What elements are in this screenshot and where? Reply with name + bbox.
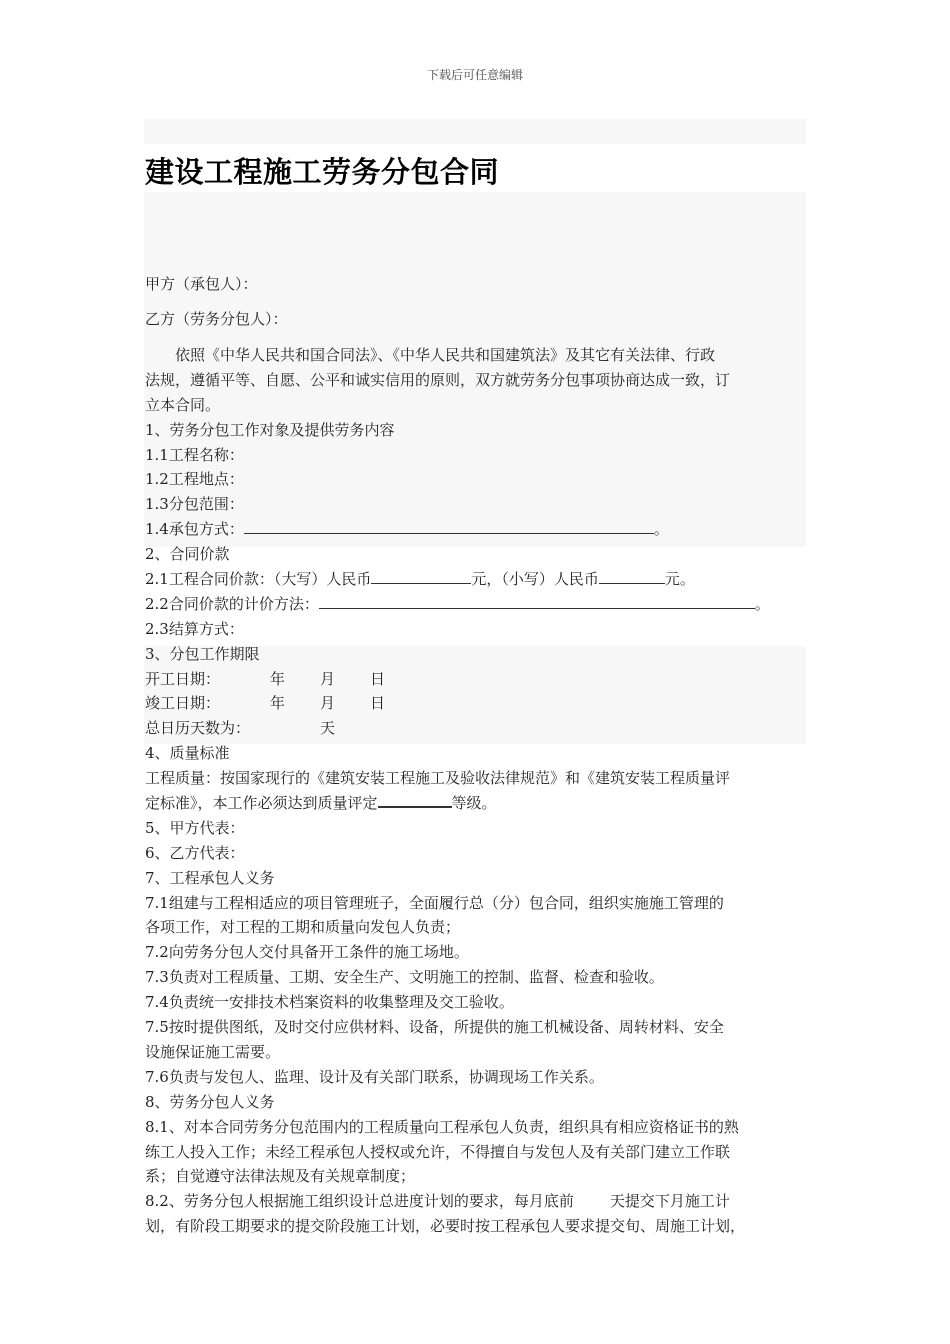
section-7-line: 7.6负责与发包人、监理、设计及有关部门联系，协调现场工作关系。 — [145, 1067, 604, 1086]
period: 。 — [653, 520, 669, 539]
month-label: 月 — [320, 669, 336, 688]
pricing-method-line — [145, 592, 805, 617]
section-8-heading: 8、劳务分包人义务 — [145, 1092, 275, 1111]
period: 。 — [754, 594, 770, 613]
days-label: 天 — [320, 719, 336, 738]
party-a-line: 甲方（承包人）： — [145, 275, 258, 293]
pricing-method-label: 2.2合同价款的计价方法： — [145, 594, 319, 613]
section-7-line: 7.1组建与工程相适应的项目管理班子，全面履行总（分）包合同，组织实施施工管理的 — [145, 893, 724, 912]
settlement-line: 2.3结算方式： — [145, 619, 244, 638]
price-label-upper: 2.1工程合同价款：（大写）人民币 — [145, 570, 372, 589]
blank-underline — [371, 568, 471, 584]
section-8-line — [145, 1189, 805, 1214]
quality-line — [145, 791, 805, 816]
project-location-line: 1.2工程地点： — [145, 470, 244, 489]
total-days-line — [145, 716, 805, 741]
day-label: 日 — [370, 669, 386, 688]
blank-underline — [244, 518, 654, 534]
year-label: 年 — [270, 694, 286, 713]
section-7-line: 7.2向劳务分包人交付具备开工条件的施工场地。 — [145, 943, 469, 962]
section-7-line: 7.5按时提供图纸，及时交付应供材料、设备，所提供的施工机械设备、周转材料、安全 — [145, 1018, 724, 1037]
section-8-line: 8.1、对本合同劳务分包范围内的工程质量向工程承包人负责，组织具有相应资格证书的熟 — [145, 1117, 739, 1136]
party-b-line: 乙方（劳务分包人）： — [145, 310, 288, 328]
section-5-heading: 5、甲方代表： — [145, 818, 245, 837]
intro-paragraph — [145, 343, 805, 418]
total-days-label: 总日历天数为： — [145, 719, 251, 738]
subcontract-scope-line: 1.3分包范围： — [145, 495, 244, 514]
grade-label: 等级。 — [451, 794, 497, 813]
section-6-heading: 6、乙方代表： — [145, 843, 245, 862]
section-8-line: 系；自觉遵守法律法规及有关规章制度； — [145, 1167, 416, 1186]
section-7-line: 7.4负责统一安排技术档案资料的收集整理及交工验收。 — [145, 993, 514, 1012]
section-7-line: 7.3负责对工程质量、工期、安全生产、文明施工的控制、监督、检查和验收。 — [145, 968, 664, 987]
quality-label: 定标准》，本工作必须达到质量评定 — [145, 794, 378, 813]
blank-underline — [599, 568, 665, 584]
end-date-line — [145, 691, 805, 716]
header-note: 下载后可任意编辑 — [426, 68, 523, 82]
start-date-line — [145, 667, 805, 692]
section-4-heading: 4、质量标准 — [145, 744, 230, 763]
contract-price-line — [145, 567, 805, 592]
highlight-band — [144, 119, 806, 144]
intro-line: 依照《中华人民共和国合同法》、《中华人民共和国建筑法》及其它有关法律、行政 — [175, 346, 716, 364]
section-2-heading: 2、合同价款 — [145, 545, 230, 564]
quality-line: 工程质量：按国家现行的《建筑安装工程施工及验收法律规范》和《建筑安装工程质量评 — [145, 769, 731, 788]
intro-line: 法规，遵循平等、自愿、公平和诚实信用的原则，双方就劳务分包事项协商达成一致，订 — [145, 370, 731, 389]
section-8-line: 练工人投入工作；未经工程承包人授权或允许，不得擅自与发包人及有关部门建立工作联 — [145, 1142, 731, 1161]
blank-underline — [378, 791, 452, 808]
section-3-heading: 3、分包工作期限 — [145, 644, 260, 663]
document-title: 建设工程施工劳务分包合同 — [145, 155, 500, 189]
section-7-heading: 7、工程承包人义务 — [145, 868, 275, 887]
month-label: 月 — [320, 694, 336, 713]
price-unit: 元。 — [664, 570, 695, 589]
end-date-label: 竣工日期： — [145, 694, 221, 713]
section-7-line: 各项工作，对工程的工期和质量向发包人负责； — [145, 918, 461, 937]
blank-underline — [319, 593, 755, 609]
start-date-label: 开工日期： — [145, 669, 221, 688]
section-7-line: 设施保证施工需要。 — [145, 1042, 281, 1061]
project-name-line: 1.1工程名称： — [145, 445, 244, 464]
contract-method-label: 1.4承包方式： — [145, 520, 244, 539]
year-label: 年 — [270, 669, 286, 688]
price-label-lower: 元，（小写）人民币 — [471, 570, 599, 589]
section-8-line: 划，有阶段工期要求的提交阶段施工计划，必要时按工程承包人要求提交旬、周施工计划， — [145, 1217, 746, 1236]
plan-deadline-days: 天提交下月施工计 — [609, 1192, 730, 1211]
plan-deadline-label: 8.2、劳务分包人根据施工组织设计总进度计划的要求，每月底前 — [145, 1192, 574, 1211]
day-label: 日 — [370, 694, 386, 713]
section-1-heading: 1、劳务分包工作对象及提供劳务内容 — [145, 420, 395, 439]
intro-line: 立本合同。 — [145, 395, 221, 414]
contract-method-line — [145, 517, 805, 542]
contract-body — [145, 272, 805, 1239]
